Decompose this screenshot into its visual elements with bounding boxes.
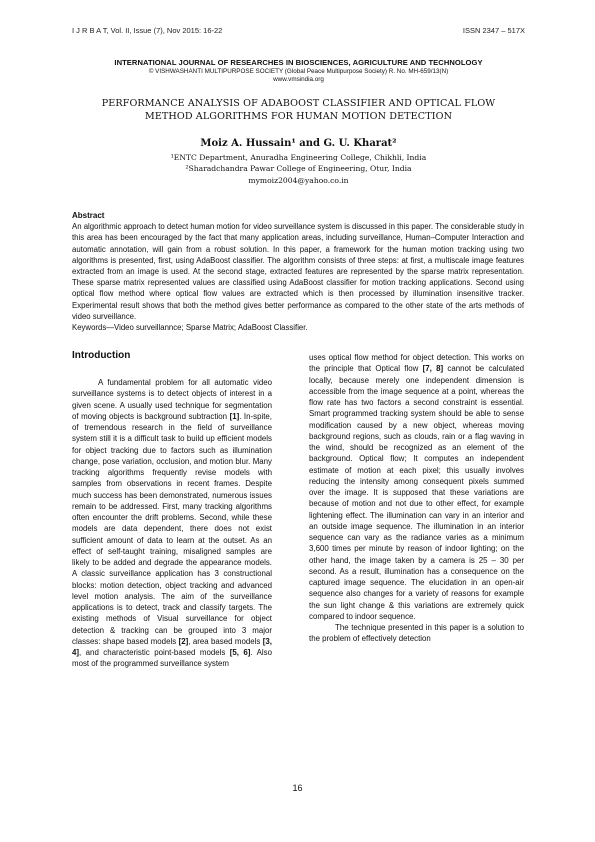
affiliation-2: ²Sharadchandra Pawar College of Engineering, Otur, India xyxy=(185,164,412,174)
citation[interactable]: [2] xyxy=(178,636,189,646)
author-email[interactable]: mymoiz2004@yahoo.co.in xyxy=(248,175,349,185)
citation[interactable]: [3, 4] xyxy=(72,636,272,657)
keywords: Keywords—Video surveillannce; Sparse Matrix; AdaBoost Classifier. xyxy=(72,323,308,333)
journal-citation: I J R B A T, Vol. II, Issue (7), Nov 2015: 16-22 xyxy=(72,26,223,35)
right-column xyxy=(309,352,524,645)
journal-masthead xyxy=(72,58,525,83)
intro-paragraph-2: The technique presented in this paper is a solution to the problem of effectively detection xyxy=(309,623,524,644)
intro-paragraph-1: A fundamental problem for all automatic video surveillance systems is to detect objects of interest in a given scene. A usually used technique for segmentation of moving objects is background subtraction [1]. In-spite, of tremendous research in the field of surveillance system still it is a difficult task to build up efficient models for object tracking due to factors such as illumination change, pose variation, occlusion, and motion blur. Many tracking algorithms frequently revise models with samples from observations in recent frames. Despite much success has been demonstrated, numerous issues remain to be addressed. First, many tracking algorithms often encounter the drift problems. Second, while these models are data dependent, there does not exist sufficient amount of data to learn at the outset. As an effect of self-taught training, misaligned samples are likely to be added and degrade the appearance models. A classic surveillance application has 3 constructional blocks: motion detection, object tracking and advanced level motion analysis. The aim of the surveillance applications is to detect, track and classify targets. The existing methods of Visual surveillance for object detection & tracking can be grouped into 3 major classes: shape based models [2], area based models [3, 4], and characteristic point-based models [5, 6]. Also most of the programmed surveillance system xyxy=(72,378,272,669)
citation[interactable]: [1] xyxy=(229,411,240,421)
running-header xyxy=(72,26,525,38)
title-line-1: PERFORMANCE ANALYSIS OF ADABOOST CLASSIFIER AND OPTICAL FLOW xyxy=(101,98,496,109)
abstract-text: An algorithmic approach to detect human motion for video surveillance system is discussed in this paper. The considerable study in this area has been encouraged by the fact that many application areas, including surveillance, Human–Computer Interaction and automatic annotation, will gain from a robust solution. In this paper, a framework for the human motion tracking using two algorithms is presented, first, using AdaBoost classifier. The algorithm consists of three steps: at first, a multiscale image features extracted from an image is used. At the second stage, extracted features are represented by the sparse matrix representation. These sparse matrix represented values are classified using AdaBoost classifier for motion tracking applications. Second using optical flow method where optical flow values are extracted which is then processed by illumination insensitive tracker. Experimental result shows that both the method gives better performance as compared to the other state of the arts methods of video surveillance. xyxy=(72,222,524,321)
intro-paragraph-1-cont: uses optical flow method for object detection. This works on the principle that Optical flow [7, 8] cannot be calculated locally, because merely one independent dimension is accessible from the image sequence at a point, whereas the flow rate has two factors a second constraint is essential. Smart programmed tracking system should be able to sense modification caused by a new object, whereas moving background regions, such as clouds, rain or a flag waving in the wind, should be recognized as an element of the background. Optical flow; It computes an independent estimate of motion at each pixel; this usually involves reducing the intensity among consequent pixels summed over the image. It is supposed that these variations are because of motion and not due to other effect, for example lightening effect. The illumination can vary in an interior and an outside image sequence. The illumination in an interior sequence can vary as the radiance varies as a minimum 3,600 times per minute by reason of indoor lighting; on the other hand, the image taken by a camera is 25 – 30 per second. As a result, illumination has a consequence on the captured image sequence. The elucidation in an open-air sequence also changes for a variety of reasons for example the sun light change & this variations are extremely quick compared to indoor sequence. xyxy=(309,353,525,621)
affiliation-1: ¹ENTC Department, Anuradha Engineering College, Chikhli, India xyxy=(170,153,427,162)
abstract-heading: Abstract xyxy=(72,211,105,220)
authors: Moiz A. Hussain¹ and G. U. Kharat² xyxy=(200,138,397,149)
page-number: 16 xyxy=(292,783,303,793)
affiliations xyxy=(72,152,525,186)
issn: ISSN 2347 – 517X xyxy=(462,26,525,35)
journal-name: INTERNATIONAL JOURNAL OF RESEARCHES IN BIOSCIENCES, AGRICULTURE AND TECHNOLOGY xyxy=(114,58,483,67)
title-line-2: METHOD ALGORITHMS FOR HUMAN MOTION DETECTION xyxy=(144,111,453,122)
society-line: © VISHWASHANTI MULTIPURPOSE SOCIETY (Global Peace Multipurpose Society) R. No. MH-659/13(N) xyxy=(148,68,449,75)
left-column xyxy=(72,377,272,670)
citation[interactable]: [5, 6] xyxy=(229,648,251,657)
journal-website[interactable]: www.vmsindia.org xyxy=(273,76,324,83)
introduction-heading: Introduction xyxy=(72,350,131,361)
abstract-section xyxy=(72,210,524,333)
citation[interactable]: [7, 8] xyxy=(422,364,444,374)
paper-title xyxy=(80,97,517,123)
